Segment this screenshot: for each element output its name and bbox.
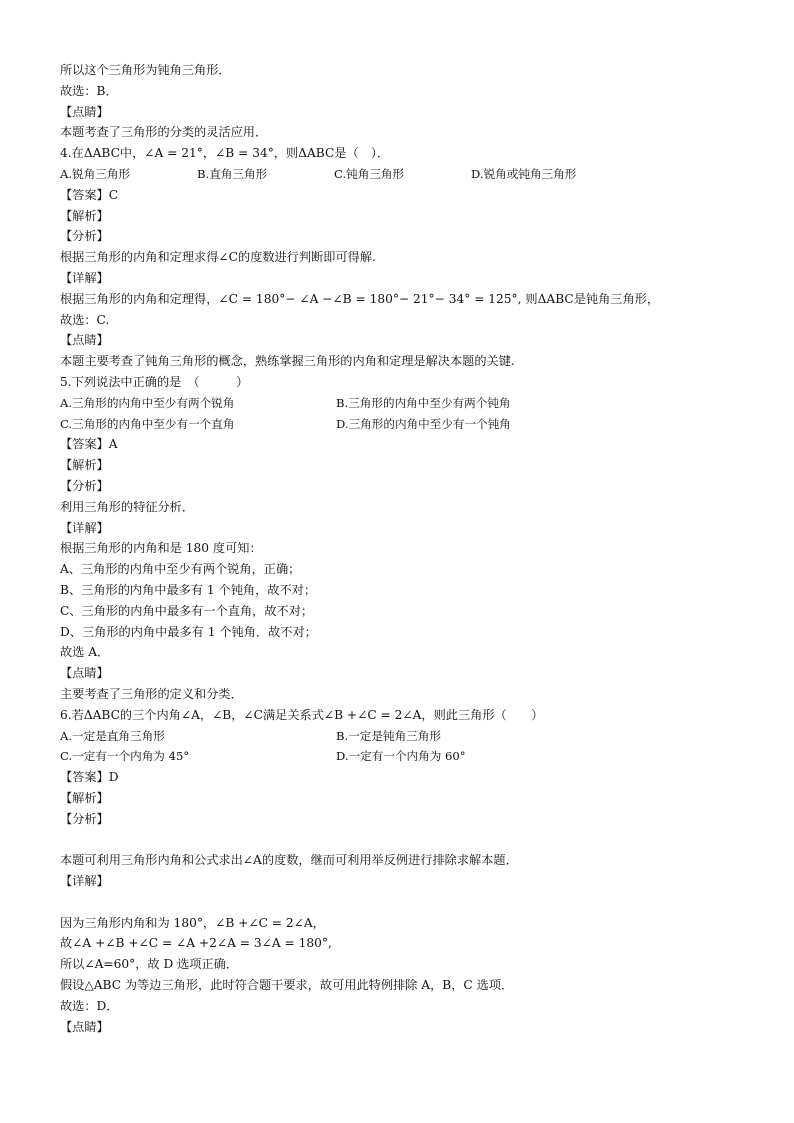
q5-option-b: B.三角形的内角中至少有两个钝角: [336, 395, 511, 410]
q5-options-row-2: [60, 414, 750, 435]
q6-detail-heading: 【详解】: [60, 874, 109, 889]
q4-option-b: B.直角三角形: [197, 166, 268, 181]
blank-line: [60, 829, 750, 850]
q5-detail-line-3: B、三角形的内角中最多有 1 个钝角，故不对；: [60, 582, 317, 597]
dianjing-text: 本题考查了三角形的分类的灵活应用．: [60, 125, 268, 140]
q4-dianjing-text: 本题主要考查了钝角三角形的概念，熟练掌握三角形的内角和定理是解决本题的关键.: [60, 354, 515, 369]
q4-detail-text: 根据三角形的内角和定理得，∠C = 180°− ∠A −∠B = 180°− 21°− 34° = 125°, 则ΔABC是钝角三角形，: [60, 291, 660, 306]
q4-choose: 故选：C.: [60, 312, 110, 327]
q4-fenxi-heading: 【分析】: [60, 229, 109, 244]
q4-detail-heading: 【详解】: [60, 270, 109, 285]
q5-detail-line-4: C、三角形的内角中最多有一个直角，故不对；: [60, 603, 314, 618]
document-content: [60, 60, 750, 1037]
q6-option-d: D.一定有一个内角为 60°: [336, 749, 466, 764]
q4-fenxi-text: 根据三角形的内角和定理求得∠C的度数进行判断即可得解.: [60, 250, 376, 265]
q5-fenxi-heading: 【分析】: [60, 478, 109, 493]
q5-option-a: A.三角形的内角中至少有两个锐角: [60, 395, 235, 410]
q5-fenxi-text: 利用三角形的特征分析．: [60, 499, 195, 514]
q6-option-b: B.一定是钝角三角形: [336, 728, 441, 743]
q5-dianjing-text: 主要考查了三角形的定义和分类．: [60, 686, 243, 701]
q4-stem: 4.在ΔABC中，∠A = 21°，∠B = 34°，则ΔABC是（ ）．: [60, 146, 390, 161]
q6-choose: 故选：D．: [60, 998, 119, 1013]
q6-detail-line-4: 假设△ABC 为等边三角形，此时符合题干要求，故可用此特例排除 A，B，C 选项．: [60, 978, 514, 993]
choice-line: 故选：B．: [60, 83, 118, 98]
q5-answer: 【答案】A: [60, 437, 118, 452]
q4-answer: 【答案】C: [60, 187, 119, 202]
q4-option-d: D.锐角或钝角三角形: [471, 166, 577, 181]
q5-detail-line-1: 根据三角形的内角和是 180 度可知：: [60, 541, 262, 556]
q4-analysis-heading: 【解析】: [60, 208, 109, 223]
q5-stem: 5.下列说法中正确的是 （ ）: [60, 374, 249, 389]
q6-answer: 【答案】D: [60, 770, 119, 785]
q4-dianjing-heading: 【点睛】: [60, 333, 109, 348]
q6-options-row-1: [60, 726, 750, 747]
q5-option-d: D.三角形的内角中至少有一个钝角: [336, 416, 511, 431]
q5-detail-line-5: D、三角形的内角中最多有 1 个钝角．故不对；: [60, 624, 317, 639]
q6-options-row-2: [60, 746, 750, 767]
q5-detail-heading: 【详解】: [60, 520, 109, 535]
q6-option-a: A.一定是直角三角形: [60, 728, 165, 743]
conclusion-line: 所以这个三角形为钝角三角形．: [60, 63, 231, 77]
q5-option-c: C.三角形的内角中至少有一个直角: [60, 416, 235, 431]
q6-detail-line-1: 因为三角形内角和为 180°，∠B +∠C = 2∠A，: [60, 915, 325, 930]
q4-options: [60, 164, 750, 185]
q5-choose: 故选 A．: [60, 645, 110, 660]
q5-options-row-1: [60, 393, 750, 414]
q6-analysis-heading: 【解析】: [60, 790, 109, 805]
q4-option-c: C.钝角三角形: [334, 166, 405, 181]
q5-dianjing-heading: 【点睛】: [60, 666, 109, 681]
q6-stem: 6.若ΔABC的三个内角∠A，∠B，∠C满足关系式∠B +∠C = 2∠A，则此三角形（ ）: [60, 707, 544, 722]
q6-option-c: C.一定有一个内角为 45°: [60, 749, 190, 764]
q5-analysis-heading: 【解析】: [60, 458, 109, 473]
q6-detail-line-2: 故∠A +∠B +∠C = ∠A +2∠A = 3∠A = 180°,: [60, 936, 332, 951]
q6-detail-line-3: 所以∠A=60°，故 D 选项正确．: [60, 957, 239, 972]
blank-line: [60, 892, 750, 913]
q4-option-a: A.锐角三角形: [60, 166, 131, 181]
q6-fenxi-text: 本题可利用三角形内角和公式求出∠A的度数，继而可利用举反例进行排除求解本题．: [60, 853, 518, 868]
q6-dianjing-heading: 【点睛】: [60, 1019, 109, 1034]
q5-detail-line-2: A、三角形的内角中至少有两个锐角，正确；: [60, 562, 301, 577]
dianjing-heading: 【点睛】: [60, 104, 109, 119]
q6-fenxi-heading: 【分析】: [60, 811, 109, 826]
